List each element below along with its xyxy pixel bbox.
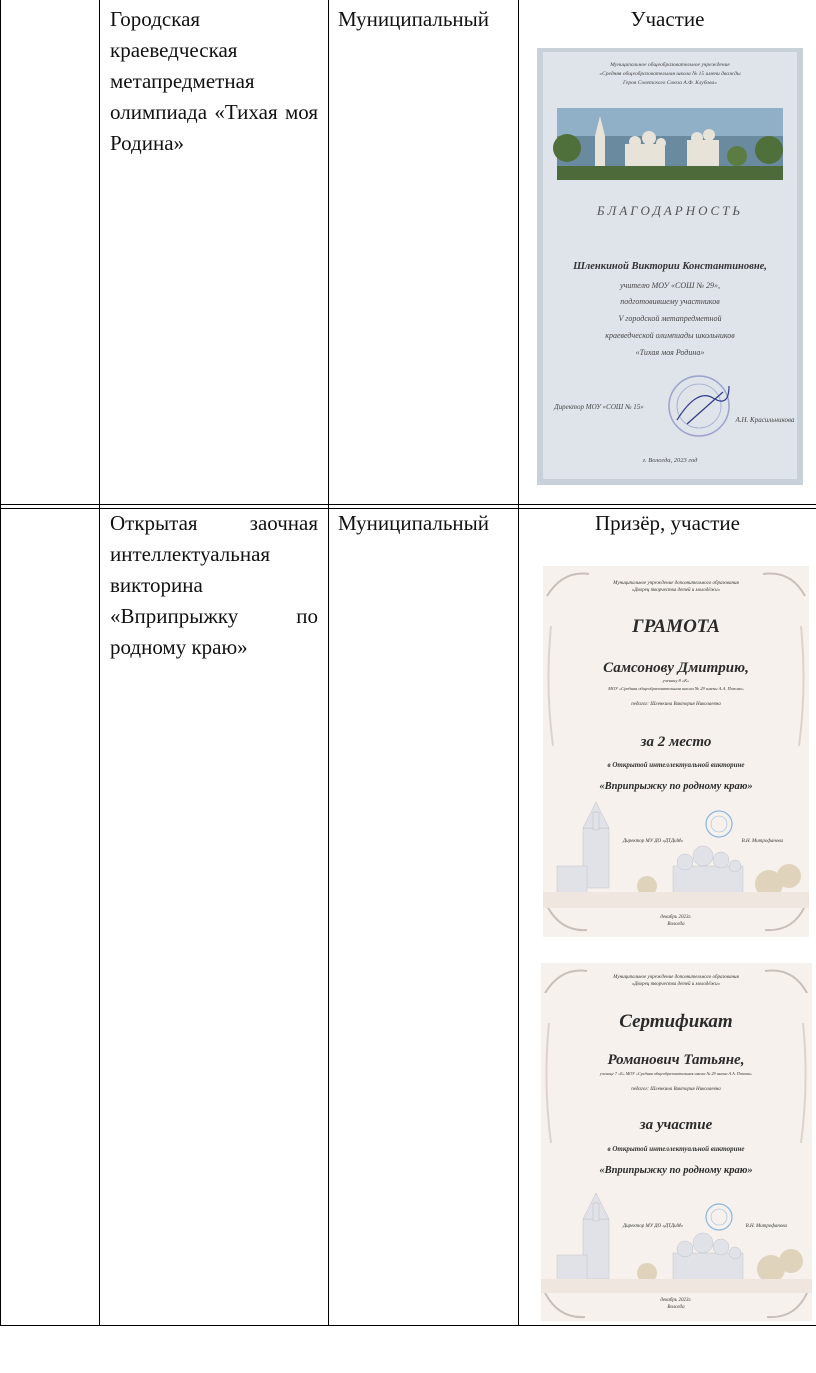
row-divider bbox=[0, 504, 816, 505]
row2-gramota-image bbox=[543, 566, 809, 937]
photo-footer: г. Вологда, 2023 год bbox=[642, 457, 698, 464]
gramota-line-1: ученику 8 «К» bbox=[662, 678, 690, 683]
certificate-header-line-1: Муниципальное учреждение дополнительного образования bbox=[613, 975, 739, 980]
photo-line-4: краеведческой олимпиады школьников bbox=[605, 331, 735, 340]
certificate-line-2: педагог: Шленкина Виктория Николаевна bbox=[631, 1087, 721, 1092]
gramota-footer-date: декабрь 2023г. bbox=[660, 915, 692, 920]
photo-header-line-3: Героя Советского Союза А.Ф. Клубова» bbox=[623, 80, 717, 86]
table-border-bottom bbox=[0, 1325, 816, 1326]
row1-event-name: Городская краеведческая метапредметная олимпиада «Тихая моя Родина» bbox=[110, 7, 318, 155]
column-divider-2 bbox=[328, 0, 329, 1326]
column-divider-1 bbox=[99, 0, 100, 1326]
row2-level: Муниципальный bbox=[338, 511, 489, 535]
gramota-header-line-1: Муниципальное учреждение дополнительного образования bbox=[613, 581, 739, 586]
certificate-signer-left: Директор МУ ДО «ДТДиМ» bbox=[623, 1224, 684, 1229]
photo-header-line-1: Муниципальное общеобразовательное учреждение bbox=[610, 62, 730, 68]
gramota-award: за 2 место bbox=[640, 734, 712, 750]
gramota-line-3: педагог: Шленкина Виктория Николаевна bbox=[631, 702, 721, 707]
certificate-header-line-2: «Дворец творчества детей и молодёжи» bbox=[631, 982, 721, 987]
photo-line-1: учителю МОУ «СОШ № 29», bbox=[620, 281, 720, 290]
gramota-title: ГРАМОТА bbox=[632, 616, 720, 637]
row2-result: Призёр, участие bbox=[595, 511, 740, 535]
gramota-event-name: «Вприпрыжку по родному краю» bbox=[599, 781, 753, 792]
gramota-line-2: МОУ «Средняя общеобразовательная школа № 29 имени А.А. Попова» bbox=[608, 686, 744, 691]
photo-header-line-2: «Средняя общеобразовательная школа № 15 имени дважды bbox=[599, 71, 741, 77]
photo-title: БЛАГОДАРНОСТЬ bbox=[596, 203, 744, 218]
certificate-event-line: в Открытой интеллектуальной викторине bbox=[607, 1145, 745, 1153]
photo-recipient: Шленкиной Виктории Константиновне, bbox=[573, 261, 767, 272]
photo-signer-left: Директор МОУ «СОШ № 15» bbox=[554, 403, 644, 411]
gramota-event-line: в Открытой интеллектуальной викторине bbox=[607, 761, 745, 769]
photo-signer-right: А.Н. Красильникова bbox=[735, 416, 795, 424]
gramota-signer-left: Директор МУ ДО «ДТДиМ» bbox=[623, 839, 684, 844]
photo-line-5: «Тихая моя Родина» bbox=[635, 348, 705, 357]
photo-line-3: V городской метапредметной bbox=[618, 314, 722, 323]
certificate-line-1: ученице 7 «Б» МОУ «Средняя общеобразовательная школа № 29 имени А.А. Попова» bbox=[599, 1071, 753, 1076]
certificate-recipient: Романович Татьяне, bbox=[607, 1052, 745, 1068]
row2-certificate-image bbox=[541, 963, 812, 1321]
row1-result: Участие bbox=[630, 7, 705, 31]
table-border-left bbox=[0, 0, 1, 1326]
row1-level: Муниципальный bbox=[338, 7, 489, 31]
gramota-header-line-2: «Дворец творчества детей и молодёжи» bbox=[631, 588, 721, 593]
gramota-signer-right: В.Н. Митрофанова bbox=[741, 839, 783, 844]
certificate-event-name: «Вприпрыжку по родному краю» bbox=[599, 1165, 753, 1176]
certificate-signer-right: В.Н. Митрофанова bbox=[745, 1224, 787, 1229]
certificate-award: за участие bbox=[639, 1117, 713, 1133]
gramota-footer-city: Вологда bbox=[667, 922, 685, 927]
row1-certificate-photo bbox=[537, 48, 803, 485]
column-divider-3 bbox=[518, 0, 519, 1326]
photo-line-2: подготовившему участников bbox=[620, 297, 720, 306]
certificate-footer-date: декабрь 2023г. bbox=[660, 1298, 692, 1303]
gramota-recipient: Самсонову Дмитрию, bbox=[603, 660, 749, 676]
certificate-footer-city: Вологда bbox=[667, 1305, 685, 1310]
row2-event-name: Открытая заочная интеллектуальная викторина «Вприпрыжку по родному краю» bbox=[110, 511, 318, 659]
certificate-title: Сертификат bbox=[619, 1011, 733, 1032]
